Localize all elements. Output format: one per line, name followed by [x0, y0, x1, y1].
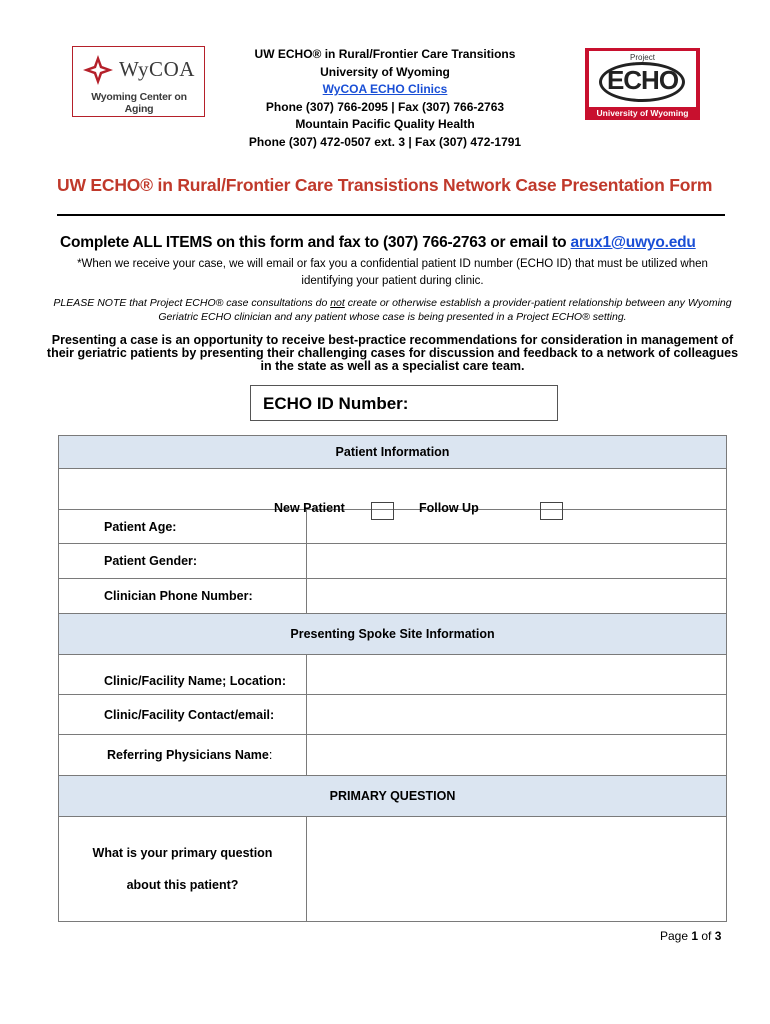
spoke-site-header: Presenting Spoke Site Information: [59, 614, 727, 655]
email-link[interactable]: arux1@uwyo.edu: [570, 234, 696, 251]
primary-question-header: PRIMARY QUESTION: [59, 776, 727, 817]
echo-word: ECHO: [606, 65, 679, 95]
referring-physician-label: Referring Physicians Name:: [59, 735, 307, 776]
wycoa-logo: [72, 46, 205, 117]
patient-type-row: [59, 469, 727, 515]
new-patient-label: New Patient: [274, 501, 345, 515]
new-patient-checkbox[interactable]: [371, 502, 394, 520]
referring-physician-input[interactable]: [307, 735, 727, 776]
case-form-table: [58, 435, 727, 922]
primary-question-label: What is your primary question about this patient?: [59, 817, 307, 922]
patient-age-label: Patient Age:: [59, 510, 307, 544]
echo-project-text: Project: [630, 53, 655, 62]
disclaimer-note: PLEASE NOTE that Project ECHO® case consultations do not create or otherwise establish a provider-patient relationship between any Wyoming Geriatric ECHO clinician and any patient whose case is being presented in a Project ECHO® setting.: [53, 297, 732, 323]
header-block: [215, 46, 555, 151]
header-line-1: UW ECHO® in Rural/Frontier Care Transitions: [254, 47, 516, 61]
clinician-phone-label: Clinician Phone Number:: [59, 579, 307, 614]
echo-university-text: University of Wyoming: [596, 108, 689, 118]
complete-instructions: [60, 234, 696, 252]
project-echo-logo: [585, 48, 700, 120]
patient-gender-input[interactable]: [307, 544, 727, 579]
follow-up-label: Follow Up: [419, 501, 479, 515]
echo-id-label: ECHO ID Number:: [263, 394, 409, 413]
echo-id-note: *When we receive your case, we will email or fax you a confidential patient ID number (ECHO ID) that must be utilized when identifying your patient during clinic.: [77, 258, 708, 287]
echo-id-field[interactable]: [250, 385, 558, 421]
header-line-5: Phone (307) 472-0507 ext. 3 | Fax (307) 472-1791: [248, 134, 522, 149]
header-line-2: University of Wyoming: [320, 64, 450, 79]
clinic-contact-label: Clinic/Facility Contact/email:: [59, 695, 307, 735]
header-line-4: Mountain Pacific Quality Health: [295, 117, 475, 131]
wycoa-echo-clinics-link[interactable]: WyCOA ECHO Clinics: [322, 82, 448, 96]
title-divider: [57, 214, 725, 216]
patient-info-header: Patient Information: [59, 436, 727, 469]
header-line-3: Phone (307) 766-2095 | Fax (307) 766-2763: [265, 99, 505, 114]
disclaimer-not: not: [330, 297, 345, 309]
page-number: Page 1 of 3: [660, 929, 722, 943]
clinic-contact-input[interactable]: [307, 695, 727, 735]
clinician-phone-input[interactable]: [307, 579, 727, 614]
follow-up-checkbox[interactable]: [540, 502, 563, 520]
patient-gender-label: Patient Gender:: [59, 544, 307, 579]
wycoa-star-icon: [83, 55, 113, 85]
clinic-name-label: Clinic/Facility Name; Location:: [59, 655, 307, 695]
presenting-statement: Presenting a case is an opportunity to receive best-practice recommendations for consideration in management of their geriatric patients by presenting their challenging cases for discussion and feedback to a network of colleagues in the state as well as a specialist care team.: [46, 333, 739, 373]
primary-question-input[interactable]: [307, 817, 727, 922]
wycoa-subtitle: Wyoming Center on Aging: [91, 91, 187, 115]
complete-text: Complete ALL ITEMS on this form and fax to (307) 766-2763 or email to: [60, 234, 571, 251]
clinic-name-input[interactable]: [307, 655, 727, 695]
patient-age-input[interactable]: [307, 510, 727, 544]
form-title: UW ECHO® in Rural/Frontier Care Transistions Network Case Presentation Form: [57, 175, 713, 195]
wycoa-name: WyCOA: [119, 57, 195, 81]
